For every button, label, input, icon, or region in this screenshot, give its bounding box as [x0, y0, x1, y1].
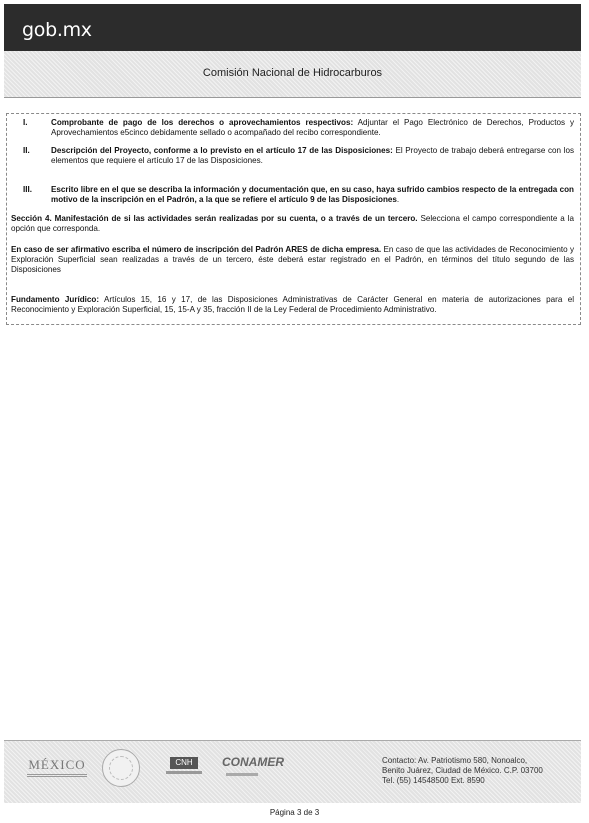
item-text: [51, 146, 574, 166]
affirmative-paragraph: [11, 245, 574, 275]
section-4-body: Selecciona el campo correspondiente a la opción que corresponda.: [11, 214, 575, 233]
legal-basis-body: Artículos 15, 16 y 17, de las Disposiciones Administrativas de Carácter General en materia de autorizaciones para el Reconocimiento y Exploración Superficial, 15, 15-A y 35, fracción II de la Ley Federal de Procedimiento Administrativo.: [11, 295, 574, 314]
item-number: III.: [23, 185, 32, 194]
contact-phone: Tel. (55) 14548500 Ext. 8590: [382, 776, 485, 785]
top-bar: [4, 4, 581, 51]
cnh-logo: CNH: [170, 757, 198, 769]
item-text: [51, 118, 574, 138]
agency-banner: [4, 51, 581, 98]
footer: [4, 740, 581, 803]
item-number: I.: [23, 118, 28, 127]
item-heading: Comprobante de pago de los derechos o aprovechamientos respectivos:: [51, 118, 354, 127]
item-body: El Proyecto de trabajo deberá entregarse con los elementos que requiere el artículo 17 de las Disposiciones.: [51, 146, 574, 165]
mexico-logo-text: MÉXICO: [28, 757, 86, 772]
item-number: II.: [23, 146, 30, 155]
item-text: [51, 185, 574, 205]
cnh-logo-caption: [166, 771, 202, 774]
item-heading: Escrito libre en el que se describa la información y documentación que, en su caso, haya sufrido cambios respecto de la entregada con motivo de la inscripción en el Padrón, a la que se refiere el artículo 9 de las Disposiciones: [51, 185, 574, 204]
affirmative-heading: En caso de ser afirmativo escriba el número de inscripción del Padrón ARES de dicha empresa.: [11, 245, 382, 254]
contact-info: [382, 756, 543, 786]
section-4-heading: Sección 4. Manifestación de si las actividades serán realizadas por su cuenta, o a través de un tercero.: [11, 214, 418, 223]
contact-address-line: Contacto: Av. Patriotismo 580, Nonoalco,: [382, 756, 528, 765]
gobmx-logo[interactable]: gob.mx: [22, 19, 92, 41]
agency-title: Comisión Nacional de Hidrocarburos: [202, 67, 383, 79]
affirmative-body: En caso de que las actividades de Reconocimiento y Exploración Superficial sean realizadas a través de un tercero, éste deberá estar registrado en el Padrón, en términos del título segundo de las Disposiciones: [11, 245, 575, 274]
item-heading: Descripción del Proyecto, conforme a lo previsto en el artículo 17 de las Disposiciones:: [51, 146, 393, 155]
mexico-logo-rule: [27, 776, 87, 777]
item-body: Adjuntar el Pago Electrónico de Derechos, Productos y Aprovechamientos e5cinco debidamente sellado o acompañado del recibo correspondiente.: [51, 118, 574, 137]
legal-basis-heading: Fundamento Jurídico:: [11, 295, 100, 304]
coat-of-arms-seal: [102, 749, 140, 787]
section-4-paragraph: [11, 214, 574, 234]
instructions-box: [6, 113, 581, 325]
conamer-logo: CONAMER: [222, 755, 284, 769]
mexico-logo: [24, 757, 90, 778]
conamer-logo-caption: [226, 773, 258, 776]
seal-ring: [109, 756, 133, 780]
contact-address-line: Benito Juárez, Ciudad de México. C.P. 03700: [382, 766, 543, 775]
item-body: .: [396, 195, 400, 204]
legal-basis-paragraph: [11, 295, 574, 315]
page-number: Página 3 de 3: [269, 808, 320, 817]
mexico-logo-rule: [27, 774, 87, 775]
